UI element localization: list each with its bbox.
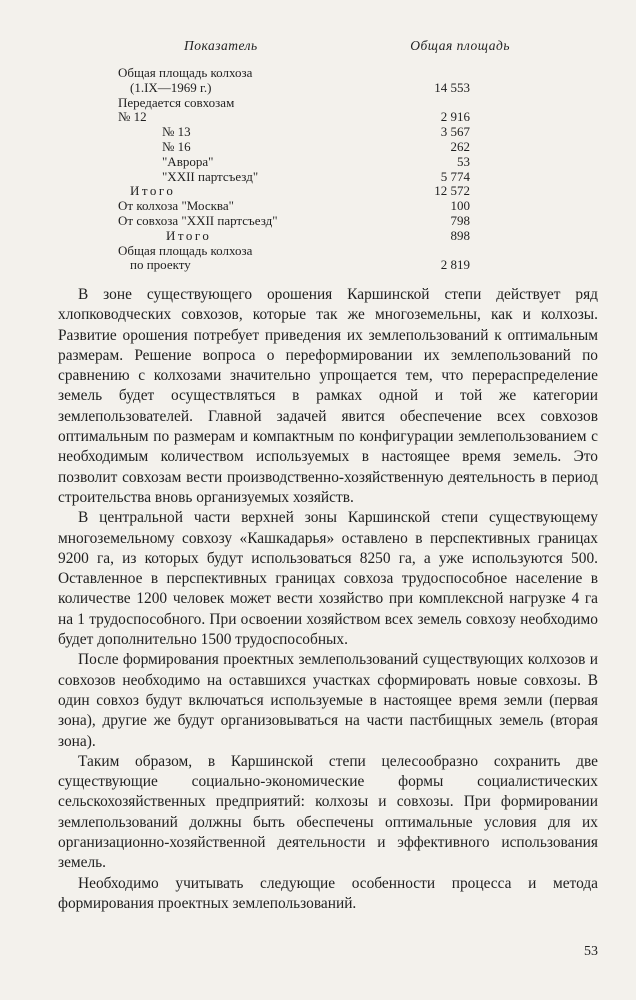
- row-label: № 16: [162, 138, 191, 154]
- table-row: [118, 170, 518, 185]
- paragraph: После формирования проектных землепользований существующих колхозов и совхозов необходимо на оставшихся участках сформировать новые совхозы. В один совхоз будут включаться используемые в настоящее время земли (первая зона), другие же будут организовываться на части пастбищных земель (вторая зона).: [58, 651, 598, 750]
- table-row: [118, 66, 518, 81]
- row-label: по проекту: [130, 257, 191, 273]
- paragraph: Таким образом, в Каршинской степи целесообразно сохранить две существующие социально-экономические формы социалистических сельскохозяйственных предприятий: колхозы и совхозы. При формировании землепользований должны быть обеспечены оптимальные условия для их организационно-хозяйственной деятельности и эффективного использования земель.: [58, 752, 598, 872]
- row-value: 5 774: [440, 168, 470, 184]
- table-row-total: [118, 229, 518, 244]
- row-label: Передается совхозам: [118, 94, 235, 110]
- row-label: Итого: [130, 183, 176, 199]
- row-value: 3 567: [440, 124, 470, 140]
- row-value: 798: [450, 212, 470, 228]
- table-row: [118, 244, 518, 259]
- body-text: [58, 285, 598, 914]
- table-row: [118, 81, 518, 96]
- table-row: [118, 110, 518, 125]
- table-header: [118, 38, 518, 54]
- table-row: [118, 199, 518, 214]
- table-row: [118, 96, 518, 111]
- paragraph: В центральной части верхней зоны Каршинской степи существующему многоземельному совхозу «Кашкадарья» оставлено в перспективных границах 9200 га, из которых будут использоваться 8250 га, а уже используются 500. Оставленное в перспективных границах совхоза трудоспособное население в количестве 1200 человек может вести хозяйство при комплексной нагрузке 4 га на 1 трудоспособного. При освоении хозяйством всех земель совхозу необходимо будет дополнительно 1500 трудоспособных.: [58, 509, 598, 649]
- row-value: 14 553: [434, 79, 470, 95]
- row-label: № 13: [162, 124, 191, 140]
- table-row: [118, 140, 518, 155]
- land-area-table: [118, 38, 518, 273]
- row-value: 2 916: [440, 109, 470, 125]
- table-row: [118, 125, 518, 140]
- header-total-area: Общая площадь: [410, 38, 510, 53]
- table-row-total: [118, 184, 518, 199]
- row-label: (1.IX—1969 г.): [130, 79, 212, 95]
- row-value: 100: [450, 198, 470, 214]
- paragraph: В зоне существующего орошения Каршинской степи действует ряд хлопководческих совхозов, которые так же многоземельны, как и колхозы. Развитие орошения потребует приведения их землепользований к оптимальным размерам. Решение вопроса о переформировании их землепользований по сравнению с колхозами значительно упрощается тем, что перераспределение земель будет осуществляться в рамках одной и той же категории землепользователей. Главной задачей явится обеспечение всех совхозов оптимальным по размерам и компактным по конфигурации землепользованием с необходимым количеством используемых в настоящее время земель. Это позволит совхозам вести производственно-хозяйственную деятельность в период строительства вновь организуемых хозяйств.: [58, 286, 598, 506]
- row-value: 898: [450, 227, 470, 243]
- table-row: [118, 155, 518, 170]
- row-value: 12 572: [434, 183, 470, 199]
- row-label: "XXII партсъезд": [162, 168, 259, 184]
- row-value: 2 819: [440, 257, 470, 273]
- table-row: [118, 214, 518, 229]
- paragraph: Необходимо учитывать следующие особенности процесса и метода формирования проектных землепользований.: [58, 874, 598, 912]
- row-label: № 12: [118, 109, 147, 125]
- row-label: "Аврора": [162, 153, 214, 169]
- row-label: От колхоза "Москва": [118, 198, 234, 214]
- row-label: Общая площадь колхоза: [118, 242, 253, 258]
- row-value: 53: [457, 153, 470, 169]
- page-number: 53: [584, 944, 598, 959]
- row-label: Итого: [166, 227, 212, 243]
- table-row: [118, 258, 518, 273]
- header-indicator: Показатель: [184, 38, 258, 53]
- row-value: 262: [450, 138, 470, 154]
- row-label: От совхоза "XXII партсъезд": [118, 212, 278, 228]
- row-label: Общая площадь колхоза: [118, 65, 253, 80]
